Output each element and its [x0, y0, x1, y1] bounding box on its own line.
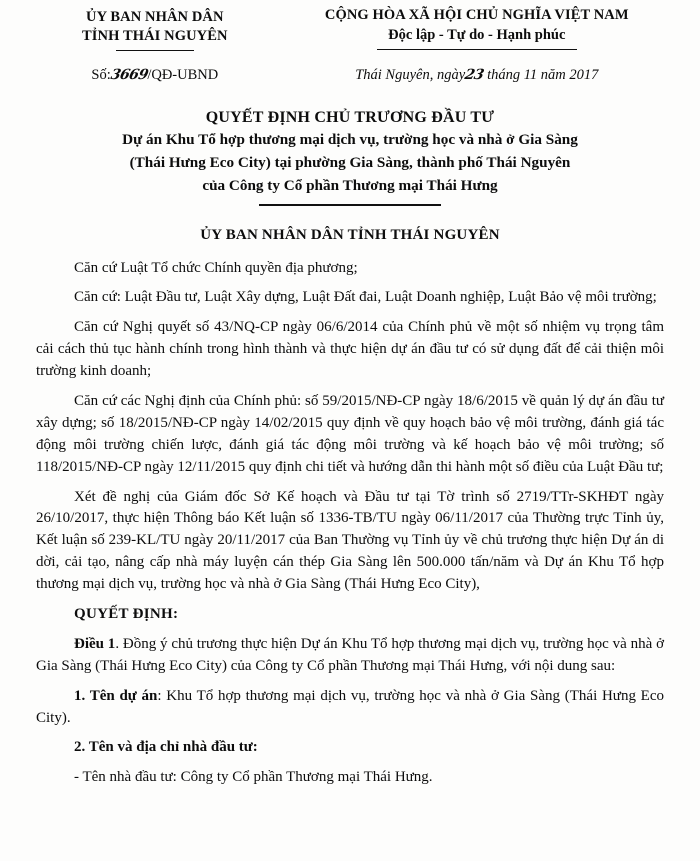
document-number-value: 3669 [109, 67, 150, 84]
document-year-label: năm [540, 67, 566, 84]
issuing-body-block [26, 6, 284, 51]
basis-paragraph-4: Căn cứ các Nghị định của Chính phủ: số 59/2015/NĐ-CP ngày 18/6/2015 về quản lý dự án đầu tư xây dựng; số 18/2015/NĐ-CP ngày 14/02/2015 quy định về quy hoạch bảo vệ môi trường, đánh giá tác động môi trường chiến lược, đánh giá tác động môi trường và kế hoạch bảo vệ môi trường; số 118/2015/NĐ-CP ngày 12/11/2015 quy định chi tiết và hướng dẫn thi hành một số điều của Luật Đầu tư; [36, 392, 664, 475]
item-2-paragraph [36, 737, 664, 759]
national-heading-block [284, 6, 670, 50]
title-block [0, 106, 700, 205]
article-1-text: . Đồng ý chủ trương thực hiện Dự án Khu Tổ hợp thương mại dịch vụ, trường học và nhà ở Gia Sàng (Thái Hưng Eco City) của Công ty Cổ phần Thương mại Thái Hưng, với nội dung sau: [36, 635, 664, 674]
page-title: QUYẾT ĐỊNH CHỦ TRƯƠNG ĐẦU TƯ [205, 109, 495, 127]
document-meta-row [0, 51, 700, 84]
issuing-body-underline [116, 50, 194, 52]
basis-paragraph-1: Căn cứ Luật Tổ chức Chính quyền địa phương; [74, 259, 358, 276]
national-title: CỘNG HÒA XÃ HỘI CHỦ NGHĨA VIỆT NAM [324, 7, 629, 23]
document-number [26, 67, 284, 84]
issuer-heading: ỦY BAN NHÂN DÂN TỈNH THÁI NGUYÊN [200, 226, 500, 243]
item-2-label: 2. Tên và địa chỉ nhà đầu tư: [74, 739, 258, 756]
basis-paragraph-2: Căn cứ: Luật Đầu tư, Luật Xây dựng, Luật Đất đai, Luật Doanh nghiệp, Luật Bảo vệ môi trường; [74, 289, 657, 306]
issuing-body-line-2: TỈNH THÁI NGUYÊN [82, 28, 228, 45]
item-1-label: 1. Tên dự án [74, 687, 158, 704]
document-header [0, 0, 700, 51]
title-subtitle-line-3: của Công ty Cổ phần Thương mại Thái Hưng [202, 176, 498, 194]
item-2-bullet-investor-name: - Tên nhà đầu tư: Công ty Cổ phần Thương mại Thái Hưng. [74, 769, 433, 786]
national-motto-underline [377, 49, 577, 51]
item-1-text: : Khu Tổ hợp thương mại dịch vụ, trường học và nhà ở Gia Sàng (Thái Hưng Eco City). [36, 687, 664, 726]
document-number-prefix: Số: [91, 67, 111, 84]
national-motto: Độc lập - Tự do - Hạnh phúc [388, 27, 566, 44]
title-subtitle-line-1: Dự án Khu Tổ hợp thương mại dịch vụ, trường học và nhà ở Gia Sàng [122, 131, 578, 149]
document-body [0, 258, 700, 790]
document-month-value: 11 [523, 67, 538, 84]
document-day-value: 23 [463, 67, 486, 84]
proposal-paragraph: Xét đề nghị của Giám đốc Sở Kế hoạch và Đầu tư tại Tờ trình số 2719/TTr-SKHĐT ngày 26/10/2017, thực hiện Thông báo Kết luận số 1336-TB/TU ngày 06/11/2017 của Thường trực Tỉnh ủy, Kết luận số 239-KL/TU ngày 20/11/2017 của Ban Thường vụ Tỉnh ủy về chủ trương thực hiện Dự án di dời, cải tạo, nâng cấp nhà máy luyện cán thép Gia Sàng lên 500.000 tấn/năm và Dự án Khu Tổ hợp thương mại dịch vụ, trường học và nhà ở Gia Sàng (Thái Hưng Eco City), [36, 488, 664, 593]
document-place-and-day-label: Thái Nguyên, ngày [355, 67, 466, 84]
document-number-suffix: /QĐ-UBND [147, 67, 219, 84]
document-month-label: tháng [487, 67, 521, 84]
title-underline [259, 204, 441, 206]
issuing-body-line-1: ỦY BAN NHÂN DÂN [86, 9, 224, 25]
item-1-paragraph [36, 686, 664, 730]
decides-heading: QUYẾT ĐỊNH: [74, 606, 179, 622]
title-subtitle-line-2: (Thái Hưng Eco City) tại phường Gia Sàng, thành phố Thái Nguyên [129, 154, 571, 172]
basis-paragraph-3: Căn cứ Nghị quyết số 43/NQ-CP ngày 06/6/2014 của Chính phủ về một số nhiệm vụ trọng tâm cải cách thủ tục hành chính trong hình thành và thực hiện dự án đầu tư có sử dụng đất để cải thiện môi trường kinh doanh; [36, 319, 664, 380]
article-1-label: Điều 1 [74, 635, 116, 652]
document-year-value: 2017 [569, 67, 599, 84]
article-1-paragraph [36, 634, 664, 678]
document-date [284, 67, 670, 84]
